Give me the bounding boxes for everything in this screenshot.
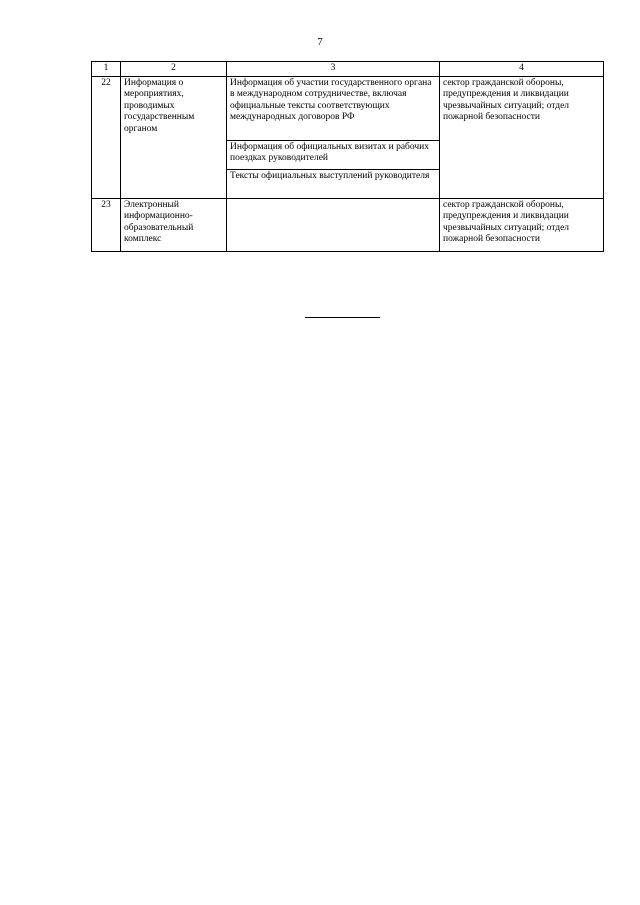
- row-name: Информация о мероприятиях, проводимых государственным органом: [121, 76, 227, 198]
- page-number: 7: [317, 36, 323, 48]
- table-row: [92, 76, 604, 140]
- row-responsible: сектор гражданской обороны, предупреждения и ликвидации чрезвычайных ситуаций; отдел пожарной безопасности: [440, 198, 604, 251]
- header-col-4: 4: [440, 62, 604, 77]
- table-row: [92, 198, 604, 251]
- row-item: Информация об официальных визитах и рабочих поездках руководителей: [227, 140, 440, 169]
- end-rule: [305, 317, 380, 318]
- row-name: Электронный информационно-образовательный комплекс: [121, 198, 227, 251]
- row-item: Тексты официальных выступлений руководителя: [227, 169, 440, 198]
- table-header-row: [92, 62, 604, 77]
- header-col-2: 2: [121, 62, 227, 77]
- row-responsible: сектор гражданской обороны, предупреждения и ликвидации чрезвычайных ситуаций; отдел пожарной безопасности: [440, 76, 604, 198]
- header-col-3: 3: [227, 62, 440, 77]
- row-item: Информация об участии государственного органа в международном сотрудничестве, включая официальные тексты соответствующих международных договоров РФ: [227, 76, 440, 140]
- header-col-1: 1: [92, 62, 121, 77]
- row-number: 22: [92, 76, 121, 198]
- row-number: 23: [92, 198, 121, 251]
- row-item: [227, 198, 440, 251]
- document-table: [91, 61, 604, 252]
